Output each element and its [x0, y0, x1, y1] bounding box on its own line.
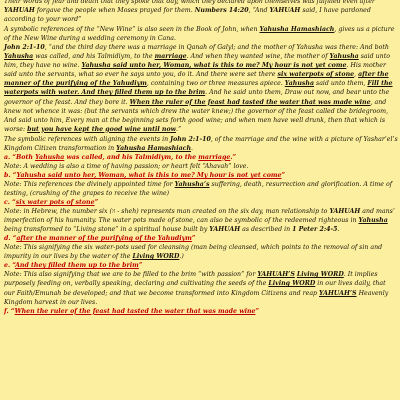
- item-e-quote: e. “: [4, 262, 16, 270]
- item-b-quote: b. “: [4, 171, 17, 179]
- intro-paragraph: [4, 0, 398, 24]
- highlight-purifying: after the manner of the purifying of the Yahudiym: [16, 235, 192, 243]
- item-d-quote: d. “: [4, 235, 17, 243]
- highlight-tasted: When the ruler of the feast had tasted the water that was made wine: [14, 307, 256, 315]
- highlight-fill: And they filled them up to the brim: [15, 262, 139, 270]
- item-d-quote: ”: [191, 235, 196, 243]
- item-f: [4, 307, 398, 316]
- name-yahuahs: YAHUAH’S: [257, 271, 295, 279]
- text: . His mother said unto the servants, what so ever he says unto you, do it. And there were set there: [4, 62, 386, 79]
- name-yahusha: Yahusha: [358, 217, 388, 225]
- note-text: .: [337, 226, 340, 234]
- name-yahusha: Yahusha’s: [174, 180, 210, 188]
- note-text: suffering, death, resurrection and glorification. A time of testing, (crushing of the grapes to receive the wine): [4, 180, 393, 197]
- text: .”: [176, 125, 182, 133]
- item-f-quote: ”: [255, 307, 260, 315]
- name-yahuahs: YAHUAH’S: [319, 289, 357, 297]
- highlight-tasted: When the ruler of the feast had tasted the water that was made wine: [129, 98, 371, 106]
- item-c-quote: ”: [94, 199, 99, 207]
- text: . And he said unto them, Draw out now, and bear unto the governor of the feast. And they bore it.: [4, 89, 390, 106]
- item-a-quote: a. “Both: [4, 153, 36, 161]
- name-yahuah: YAHUAH: [329, 208, 361, 216]
- highlight-quote: Yahusha said unto her, Woman, what is this to me? My hour is not yet come: [16, 171, 282, 179]
- note-text: as described in: [240, 226, 293, 234]
- note-text: Note: This signifying the six water-pots used for cleansing (man being cleansed, which points to the removal of sin and impurity in our lives by the water of the: [4, 244, 383, 261]
- text: was called, and his Talmidiym, to the: [33, 53, 155, 61]
- text: , gives us a picture of the New Wine during a wedding ceremony in Cana.: [4, 26, 395, 43]
- note-text: in our lives daily, that our Faith/Emunah be developed; and that we become transformed into Kingdom Citizens and reap: [4, 280, 386, 297]
- item-a: [4, 153, 398, 162]
- note-text: Note: in Hebrew, the number six (וו - sheh) represents man created on the six day, man relationship to: [4, 208, 330, 216]
- item-c-quote: c. “: [4, 199, 16, 207]
- note-text: Note: This references the divinely appointed time for: [4, 180, 175, 188]
- scripture-ref: John 2:1-10: [170, 135, 211, 143]
- name-yahusha: Yahusha: [284, 80, 314, 88]
- name-yahuah: YAHUAH: [269, 7, 301, 15]
- note-text: Note: A wedding is also a time of having passion; or heart felt “Ahavah” love.: [4, 162, 249, 170]
- name-yahuah: YAHUAH: [4, 7, 35, 15]
- text: . And when they wanted wine, the mother of: [186, 53, 330, 61]
- highlight-quote: Yahusha said unto her, Woman, what is this to me? My hour is not yet come: [81, 62, 347, 70]
- text: said unto them,: [314, 80, 368, 88]
- note-text: Note: This also signifying that we are to be filled to the brim “with passion” for: [4, 271, 258, 279]
- note-text: being transformed to “Living stone” in a spiritual house built by: [4, 226, 210, 234]
- text: , of the marriage and the wine with a picture of Yashar’el’s Kingdom Citizen transformation in: [4, 135, 398, 152]
- living-word: Living WORD: [132, 253, 180, 261]
- scripture-ref: Numbers 14:20: [194, 7, 249, 15]
- text: forgave the people when Moses prayed for them.: [34, 7, 195, 15]
- item-c: [4, 198, 398, 207]
- references-paragraph: [4, 135, 398, 153]
- item-e-quote: ”: [138, 262, 143, 270]
- scripture-ref: 1 Peter 2:4-5: [292, 226, 338, 234]
- text: said unto him, they have no wine.: [4, 53, 390, 70]
- note-text: . It implies purposely feeding on, verbally speaking, declaring and cultivating the seeds of the: [4, 271, 378, 288]
- name-yahusha-hamashiach: Yahusha Hamashiach: [259, 26, 335, 34]
- item-e-note: [4, 270, 398, 306]
- highlight-good-wine: but you have kept the good wine until now: [27, 125, 177, 133]
- highlight-waterpots: six waterpots of stone: [277, 71, 355, 79]
- text: , “and the third day there was a marriage in Qanah of Galyl; and the mother of Yahusha was there: And both: [44, 44, 389, 52]
- name-yahusha: Yahusha: [329, 53, 359, 61]
- living-word: Living WORD: [296, 271, 344, 279]
- item-c-note: [4, 207, 398, 234]
- name-yahusha-hamashiach: Yahusha Hamashiach: [116, 144, 191, 152]
- item-d: [4, 234, 398, 243]
- highlight-purifying: after the manner of the purifying of the Yahudiym: [4, 71, 389, 88]
- item-e: [4, 261, 398, 270]
- text: .: [191, 144, 193, 152]
- item-a-quote: was called, and his Talmidiym, to the: [64, 153, 199, 161]
- name-yahusha: Yahusha: [35, 153, 65, 161]
- text: ,: [354, 71, 359, 79]
- highlight-marriage: marriage: [198, 153, 231, 161]
- item-b-quote: ”: [281, 171, 286, 179]
- highlight-waterpots: six water pots of stone: [15, 199, 95, 207]
- note-text: and mans’ imperfection of his humanity. The water pots made of stone, can also be symbolic of the redeemed righteous in: [4, 208, 395, 225]
- note-text: Heavenly Kingdom harvest in our lives.: [4, 289, 389, 306]
- text: A symbolic references of the “New Wine” is also seen in the Book of John, when: [4, 26, 260, 34]
- item-a-quote: .”: [230, 153, 237, 161]
- living-word: Living WORD: [268, 280, 316, 288]
- item-d-note: [4, 243, 398, 261]
- name-yahuah: YAHUAH: [209, 226, 241, 234]
- text: , containing two or three measures apiece.: [146, 80, 285, 88]
- item-b: [4, 171, 398, 180]
- john-paragraph: [4, 43, 398, 133]
- item-a-note: [4, 162, 398, 171]
- scripture-ref: John 2:1-10: [4, 44, 45, 52]
- item-f-quote: f. “: [4, 307, 15, 315]
- item-b-note: [4, 180, 398, 198]
- highlight-fill: Fill the waterpots with water. And they filled them up to the brim: [4, 80, 393, 97]
- highlight-marriage: marriage: [154, 53, 187, 61]
- text: The symbolic references with aligning the events in: [4, 135, 171, 143]
- text: , and knew not whence it was: (but the servants which drew the water knew;) the governor of the feast called the bridegroom, And said unto him, Every man at the beginning sets forth good wine; and when men have well drunk, then that which is worse:: [4, 98, 389, 133]
- symbolic-paragraph: [4, 25, 398, 43]
- note-text: .): [179, 253, 184, 261]
- text: , “And: [248, 7, 270, 15]
- text: said, I have pardoned according to your word”: [4, 7, 371, 24]
- name-yahusha: Yahusha: [4, 53, 34, 61]
- text: Their words of fear and death that they spoke that day, which they declared upon themselves was fulfilled even after: [4, 0, 375, 5]
